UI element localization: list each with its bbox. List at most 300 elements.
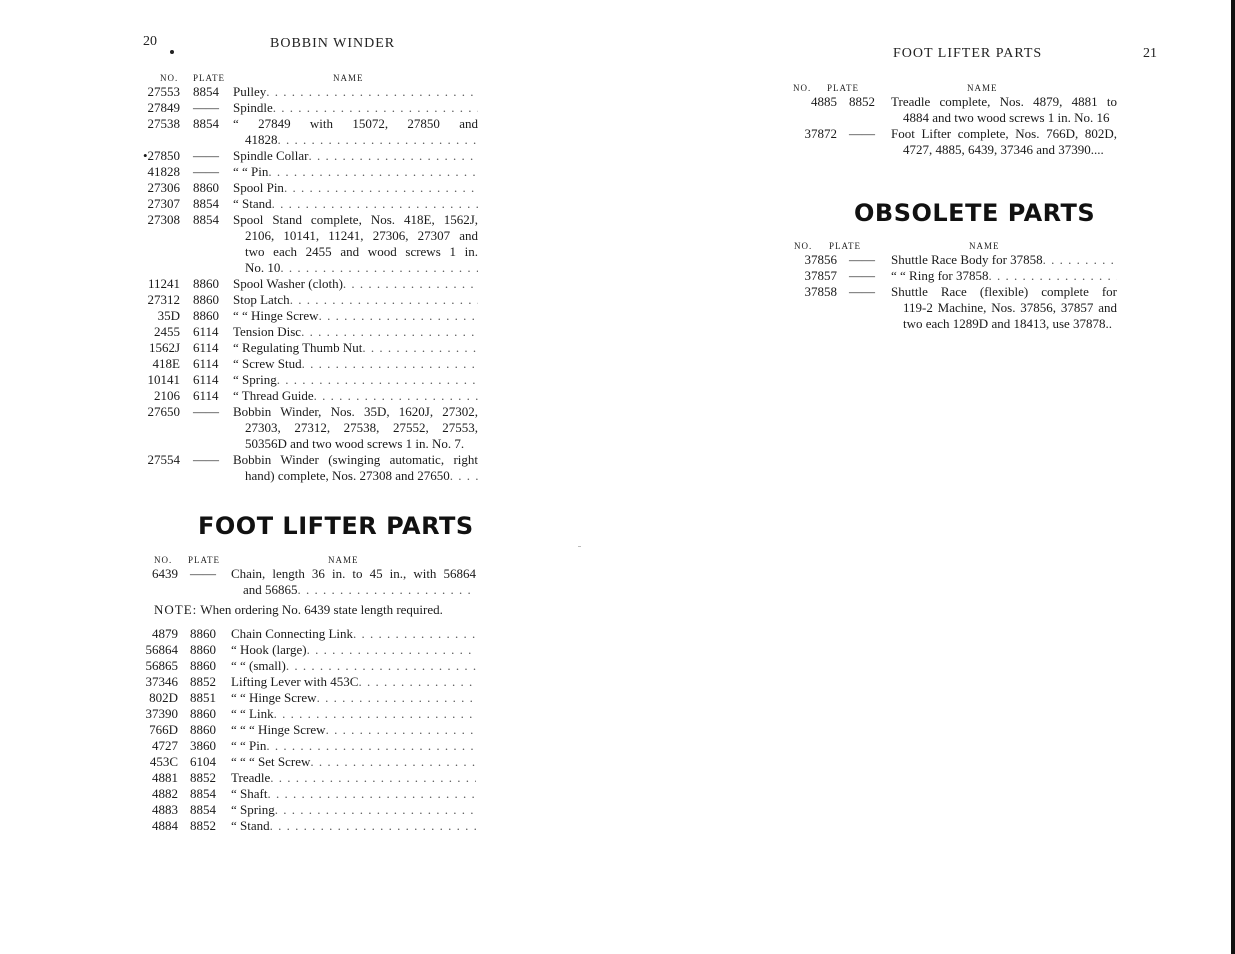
plate-number: 8854 [193,116,219,131]
plate-number: 8852 [190,818,216,833]
part-name-line [233,276,478,292]
part-name-text: “ Stand [233,196,272,211]
foot-lifter-rows [138,626,476,834]
column-header-plate: PLATE [193,73,225,83]
parts-row [138,404,478,452]
plate-number: —— [190,566,216,581]
part-name [231,770,476,786]
part-name-text: “ “ “ Set Screw [231,754,311,769]
foot-lifter-continued-rows [787,94,1117,158]
section-title-foot-lifter: FOOT LIFTER PARTS [198,512,474,540]
part-name-text: “ “ Link [231,706,274,721]
part-name-line [233,308,478,324]
part-name-text: Spool Washer (cloth) [233,276,343,291]
parts-row [138,642,476,658]
part-name-line [233,356,478,372]
part-name-line [231,802,476,818]
part-name-line [231,786,476,802]
part-name-line: Shuttle Race (flexible) complete for [891,284,1117,299]
part-name-line: 50356D and two wood screws 1 in. No. 7. [245,436,465,451]
dot-leader [298,582,476,598]
note-label: NOTE: [154,602,198,617]
part-name-line: Foot Lifter complete, Nos. 766D, 802D, [891,126,1117,141]
dot-leader [307,642,476,658]
running-head: BOBBIN WINDER [270,36,396,51]
dot-leader [267,786,476,802]
part-name-line [231,706,476,722]
parts-row [138,340,478,356]
plate-number: 8854 [190,802,216,817]
plate-number: —— [849,268,875,283]
part-name-line [231,674,476,690]
plate-number: —— [193,164,219,179]
parts-row [787,126,1117,158]
part-number: 27306 [147,180,180,195]
column-headers [138,552,476,566]
column-headers [785,238,1117,252]
part-name-text: and 56865 [243,582,298,597]
part-name-line: Chain, length 36 in. to 45 in., with 56864 [231,566,476,581]
part-name-line [233,372,478,388]
part-number: 2106 [154,388,180,403]
dot-leader [319,308,478,324]
part-name-line: 4727, 4885, 6439, 37346 and 37390.... [903,142,1104,157]
section-title-obsolete: OBSOLETE PARTS [854,199,1096,227]
plate-number: 8860 [193,292,219,307]
part-name-line: Bobbin Winder (swinging automatic, right [233,452,478,467]
part-number: 27312 [147,292,180,307]
dot-leader [270,818,476,834]
plate-number: —— [193,404,219,419]
parts-row [785,284,1117,332]
parts-row [138,196,478,212]
part-number: 453C [149,754,178,769]
parts-row [138,786,476,802]
part-name-line [231,582,476,598]
part-number: 56864 [145,642,178,657]
dot-leader [308,148,478,164]
dot-leader [302,356,478,372]
dot-leader [310,754,476,770]
part-number: 802D [149,690,178,705]
plate-number: 8852 [190,770,216,785]
part-name-text: “ Regulating Thumb Nut [233,340,363,355]
part-name-line: two each 1289D and 18413, use 37878.. [903,316,1113,331]
part-number: 4884 [152,818,178,833]
part-name-line [231,818,476,834]
part-name [233,148,478,164]
part-name-text: “ “ Ring for 37858 [891,268,989,283]
column-header-name: NAME [967,83,998,93]
dot-leader [343,276,478,292]
column-header-plate: PLATE [188,555,220,565]
part-name [231,738,476,754]
parts-row [138,770,476,786]
part-name [231,690,476,706]
part-name-line [233,132,478,148]
plate-number: 6114 [193,356,219,371]
dot-leader [284,180,478,196]
part-number: 27538 [147,116,180,131]
part-number: 11241 [147,276,180,291]
dot-leader [317,690,476,706]
part-name-text: “ Screw Stud [233,356,302,371]
part-number: 37872 [804,126,837,141]
plate-number: 6114 [193,372,219,387]
column-header-name: NAME [333,73,364,83]
dot-leader [278,132,479,148]
part-number: 37346 [145,674,178,689]
part-name [231,706,476,722]
part-name-text: Tension Disc [233,324,302,339]
part-name [231,818,476,834]
part-name [231,566,476,598]
part-name-line [233,468,478,484]
plate-number: 8860 [190,642,216,657]
dot-leader [358,674,476,690]
plate-number: 6114 [193,324,219,339]
part-name [233,84,478,100]
column-header-plate: PLATE [829,241,861,251]
part-name [233,276,478,292]
dot-leader [362,340,478,356]
parts-row [787,94,1117,126]
part-name-line [231,754,476,770]
parts-row [138,308,478,324]
part-name-text: “ Shaft [231,786,268,801]
part-name-line [233,164,478,180]
parts-row [138,388,478,404]
column-header-no: NO. [794,241,813,251]
part-name-text: “ “ (small) [231,658,286,673]
part-name [233,452,478,484]
part-name-text: “ Hook (large) [231,642,307,657]
plate-number: 8860 [190,722,216,737]
part-name-line [231,690,476,706]
plate-number: 8860 [193,276,219,291]
dot-leader [286,658,476,674]
foot-lifter-first-rows [138,566,476,598]
dot-leader [272,196,478,212]
part-name-line [233,84,478,100]
running-head: FOOT LIFTER PARTS [893,46,1043,61]
plate-number: 8854 [193,84,219,99]
part-name [233,372,478,388]
dot-leader [266,738,476,754]
part-name-line: Bobbin Winder, Nos. 35D, 1620J, 27302, [233,404,478,419]
plate-number: —— [193,148,219,163]
parts-row [138,658,476,674]
parts-row [785,252,1117,268]
part-name-line [231,658,476,674]
part-name-line: 119-2 Machine, Nos. 37856, 37857 and [903,300,1117,315]
part-name [233,308,478,324]
plate-number: 8851 [190,690,216,705]
part-name-line [231,738,476,754]
plate-number: 8860 [193,308,219,323]
part-name-line [233,100,478,116]
part-name-text: hand) complete, Nos. 27308 and 27650 [245,468,450,483]
plate-number: 8852 [849,94,875,109]
part-number: 27849 [147,100,180,115]
parts-row [138,706,476,722]
parts-row [138,754,476,770]
part-name [233,324,478,340]
column-header-no: NO. [154,555,173,565]
part-name-line: 2106, 10141, 11241, 27306, 27307 and [245,228,478,243]
part-number: 41828 [147,164,180,179]
plate-number: —— [193,100,219,115]
part-number: 4727 [152,738,178,753]
part-name [891,126,1117,158]
dot-leader [314,388,478,404]
dot-leader [988,268,1117,284]
dot-leader [270,770,476,786]
part-name [231,802,476,818]
dot-leader [353,626,476,642]
dot-leader [280,260,478,276]
binding-edge [1231,0,1235,954]
part-number: 27308 [147,212,180,227]
part-name-text: 41828 [245,132,278,147]
parts-row [138,180,478,196]
part-name-line: 4884 and two wood screws 1 in. No. 16 [903,110,1110,125]
part-name [891,252,1117,268]
part-name-text: Spool Pin [233,180,284,195]
part-number: 4885 [811,94,837,109]
part-name-line: Treadle complete, Nos. 4879, 4881 to [891,94,1117,109]
part-name-line [231,770,476,786]
parts-row [138,116,478,148]
dot-leader [326,722,476,738]
plate-number: 8854 [193,196,219,211]
part-name-text: Spindle Collar [233,148,309,163]
part-name-text: Spindle [233,100,273,115]
parts-row [138,276,478,292]
part-name [233,180,478,196]
part-number: 4879 [152,626,178,641]
part-name-line [233,148,478,164]
parts-row [138,372,478,388]
part-name [233,196,478,212]
part-name-line: 27303, 27312, 27538, 27552, 27553, [245,420,478,435]
dot-leader [1043,252,1117,268]
obsolete-rows [785,252,1117,332]
plate-number: —— [849,126,875,141]
bobbin-winder-rows [138,84,478,484]
part-name-text: “ Spring [231,802,275,817]
plate-number: 8852 [190,674,216,689]
part-name-line [233,196,478,212]
part-name [891,284,1117,332]
part-name [233,116,478,148]
part-name-text: “ Thread Guide [233,388,314,403]
plate-number: 6114 [193,388,219,403]
part-number: 6439 [152,566,178,581]
parts-row [138,818,476,834]
part-name-line: Spool Stand complete, Nos. 418E, 1562J, [233,212,478,227]
part-name [233,292,478,308]
part-name-line [233,180,478,196]
plate-number: 8860 [190,706,216,721]
dot-leader [275,802,476,818]
dot-leader [290,292,478,308]
parts-row [138,690,476,706]
part-name-text: “ “ Pin [233,164,269,179]
part-name-text: No. 10 [245,260,281,275]
scan-mark [578,546,581,547]
dot-leader [277,372,478,388]
parts-row [138,324,478,340]
part-name-text: “ Spring [233,372,277,387]
plate-number: 8860 [190,626,216,641]
part-number: 4883 [152,802,178,817]
part-name [233,164,478,180]
parts-row [138,356,478,372]
plate-number: —— [849,252,875,267]
part-name [231,674,476,690]
part-name-text: Chain Connecting Link [231,626,354,641]
part-name [891,268,1117,284]
plate-number: —— [849,284,875,299]
part-number: 27650 [147,404,180,419]
column-headers [787,80,1117,94]
part-name-text: “ “ Pin [231,738,267,753]
parts-row [138,292,478,308]
part-name-line: “ 27849 with 15072, 27850 and [233,116,478,131]
plate-number: 8854 [193,212,219,227]
part-name [231,754,476,770]
part-name [891,94,1117,126]
part-name-line [891,252,1117,268]
part-name-line [231,722,476,738]
part-name-line [231,642,476,658]
part-name-text: “ Stand [231,818,270,833]
page-number: 20 [143,34,157,49]
parts-row [138,164,478,180]
part-name [233,388,478,404]
part-number: 37857 [804,268,837,283]
dot-leader [274,706,476,722]
part-number: 37856 [804,252,837,267]
dot-leader [450,468,478,484]
parts-row [138,452,478,484]
part-name [233,212,478,276]
column-headers [138,70,478,84]
part-name-text: Shuttle Race Body for 37858 [891,252,1043,267]
dot-leader [268,164,478,180]
parts-row [785,268,1117,284]
part-name-text: Treadle [231,770,271,785]
part-name-line [233,292,478,308]
left-page [0,0,617,954]
part-name [233,340,478,356]
parts-row [138,722,476,738]
parts-row [138,100,478,116]
part-name [233,356,478,372]
plate-number: 8854 [190,786,216,801]
plate-number: 8860 [190,658,216,673]
parts-row [138,674,476,690]
plate-number: 6114 [193,340,219,355]
parts-row [138,84,478,100]
plate-number: —— [193,452,219,467]
column-header-no: NO. [160,73,179,83]
part-number: •27850 [142,148,180,163]
part-name-text: “ “ Hinge Screw [231,690,317,705]
part-name [231,658,476,674]
column-header-name: NAME [328,555,359,565]
part-name-line: two each 2455 and wood screws 1 in. [245,244,478,259]
parts-row [138,566,476,598]
part-name [233,404,478,452]
page-number: 21 [1143,46,1157,61]
foot-lifter-continued-table [787,80,1117,158]
part-name-line [891,268,1117,284]
part-number: 2455 [154,324,180,339]
part-name-text: “ “ “ Hinge Screw [231,722,326,737]
part-number: 37858 [804,284,837,299]
part-number: 27553 [147,84,180,99]
part-name [231,626,476,642]
part-name [231,642,476,658]
part-name-line [233,340,478,356]
part-name [231,786,476,802]
part-name [233,100,478,116]
column-header-plate: PLATE [827,83,859,93]
part-name-line [233,388,478,404]
right-page [617,0,1235,954]
column-header-no: NO. [793,83,812,93]
dot-leader [266,84,478,100]
part-number: 4882 [152,786,178,801]
bobbin-winder-parts-table [138,70,478,484]
part-number: 10141 [147,372,180,387]
part-name-line [231,626,476,642]
part-number: 27554 [147,452,180,467]
ink-dot [170,50,174,54]
parts-row [138,212,478,276]
part-name-text: Stop Latch [233,292,290,307]
part-name-text: Lifting Lever with 453C [231,674,359,689]
part-name-text: Pulley [233,84,267,99]
part-name-text: “ “ Hinge Screw [233,308,319,323]
ordering-note [138,602,476,618]
part-number: 766D [149,722,178,737]
part-name [231,722,476,738]
part-number: 1562J [148,340,180,355]
parts-row [138,626,476,642]
note-text: When ordering No. 6439 state length required. [200,602,443,617]
column-header-name: NAME [969,241,1000,251]
part-number: 37390 [145,706,178,721]
dot-leader [301,324,478,340]
part-number: 27307 [147,196,180,211]
part-number: 4881 [152,770,178,785]
part-number: 35D [157,308,180,323]
parts-row [138,802,476,818]
parts-row [138,148,478,164]
part-number: 56865 [145,658,178,673]
plate-number: 8860 [193,180,219,195]
part-name-line [233,324,478,340]
dot-leader [273,100,478,116]
obsolete-parts-table [785,238,1117,332]
plate-number: 3860 [190,738,216,753]
parts-row [138,738,476,754]
foot-lifter-parts-table [138,552,476,834]
part-number: 418E [152,356,180,371]
